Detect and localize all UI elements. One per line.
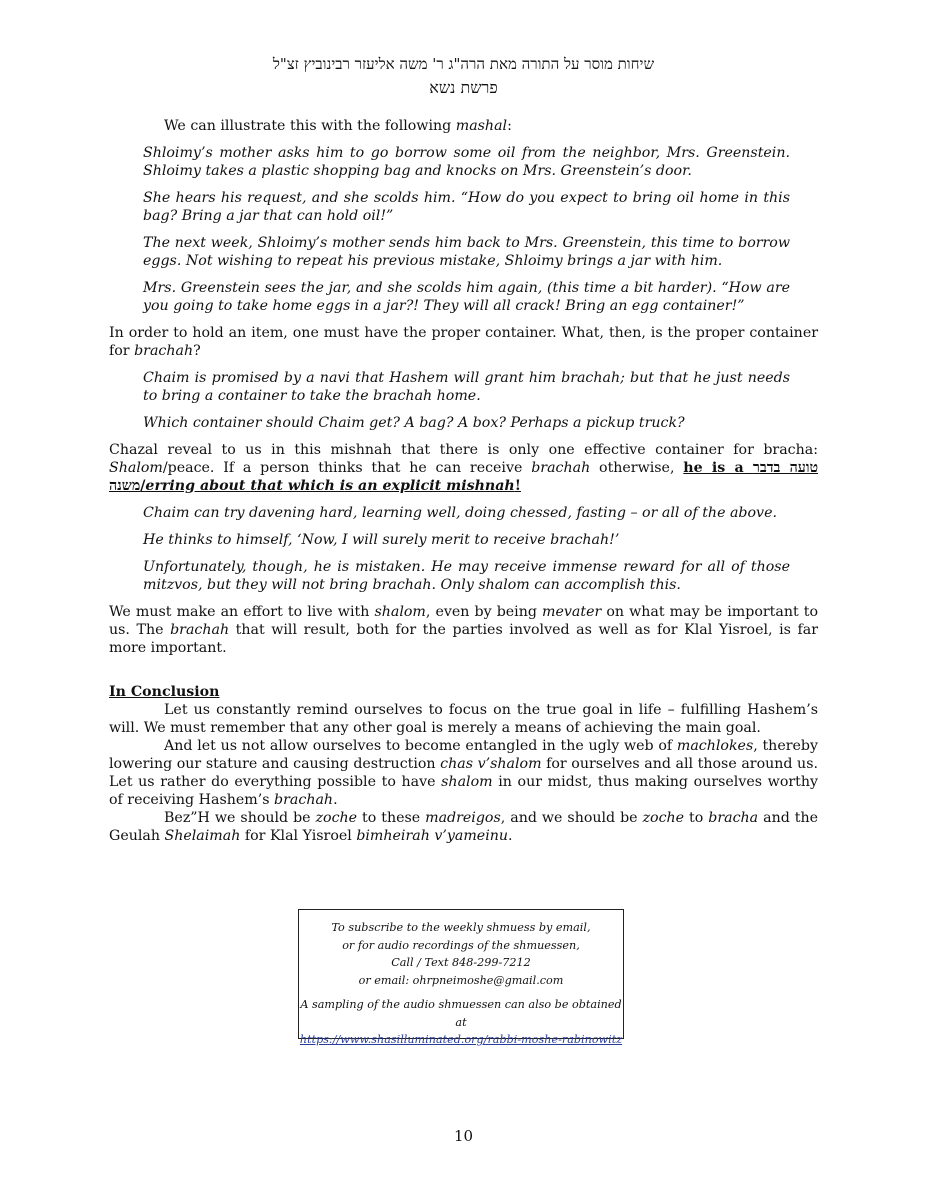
shasilluminated-link[interactable]: https://www.shasilluminated.org/rabbi-moshe-rabinowitz bbox=[299, 1033, 623, 1046]
subscribe-line: To subscribe to the weekly shmuess by email, bbox=[331, 921, 591, 934]
conclusion-paragraph: Bez”H we should be zoche to these madreigos, and we should be zoche to bracha and the Geulah Shelaimah for Klal Yisroel bimheirah v’yameinu. bbox=[109, 810, 819, 844]
header-title: שיחות מוסר על התורה מאת הרה"ג ר' משה אליעזר רבינוביץ זצ"ל bbox=[272, 55, 655, 73]
page-number: 10 bbox=[453, 1127, 474, 1145]
mashal-paragraph: Mrs. Greenstein sees the jar, and she scolds him again, (this time a bit harder). “How are you going to take home eggs in a jar?! They will all crack! Bring an egg container!” bbox=[143, 280, 790, 314]
chaim-paragraph: Chaim is promised by a navi that Hashem will grant him brachah; but that he just needs to bring a container to take the brachah home. bbox=[143, 370, 790, 404]
conclusion-paragraph: Let us constantly remind ourselves to focus on the true goal in life – fulfilling Hashem’s will. We must remember that any other goal is merely a means of achieving the main goal. bbox=[109, 702, 818, 736]
subscribe-box bbox=[298, 909, 624, 1046]
subscribe-email: or email: ohrpneimoshe@gmail.com bbox=[358, 973, 564, 987]
spacer bbox=[299, 989, 623, 996]
intro-paragraph: We can illustrate this with the following mashal: bbox=[164, 118, 512, 134]
conclusion-paragraph: And let us not allow ourselves to become entangled in the ugly web of machlokes, thereby lowering our stature and causing destruction chas v’shalom for ourselves and all those around us. Let us rather do everything possible to have shalom in our midst, thus making ourselves worthy of receiving Hashem’s brachah. bbox=[109, 738, 818, 808]
effort-paragraph: We must make an effort to live with shalom, even by being mevater on what may be important to us. The brachah that will result, both for the parties involved as well as for Klal Yisroel, is far more important. bbox=[109, 604, 818, 656]
emphasis-mishnah: he is a טועה בדבר משנה/erring about that which is an explicit mishnah! bbox=[109, 460, 819, 494]
subscribe-line: A sampling of the audio shmuessen can also be obtained at bbox=[300, 998, 622, 1029]
chaim-paragraph: Chaim can try davening hard, learning well, doing chessed, fasting – or all of the above. bbox=[143, 505, 777, 521]
header-parsha: פרשת נשא bbox=[429, 78, 498, 97]
chazal-paragraph: Chazal reveal to us in this mishnah that there is only one effective container for bracha: Shalom/peace. If a person thinks that he can receive brachah otherwise, he is a טועה בדבר משנה/erring about that which is an explicit mishnah! bbox=[109, 442, 819, 494]
article-body bbox=[109, 117, 818, 845]
chaim-paragraph: He thinks to himself, ‘Now, I will surely merit to receive brachah!’ bbox=[143, 532, 620, 548]
subscribe-line: or for audio recordings of the shmuessen, bbox=[342, 938, 580, 952]
container-paragraph: In order to hold an item, one must have the proper container. What, then, is the proper container for brachah? bbox=[109, 325, 818, 359]
chaim-paragraph: Which container should Chaim get? A bag? A box? Perhaps a pickup truck? bbox=[143, 415, 685, 431]
mashal-paragraph: The next week, Shloimy’s mother sends him back to Mrs. Greenstein, this time to borrow eggs. Not wishing to repeat his previous mistake, Shloimy brings a jar with him. bbox=[143, 235, 790, 269]
mashal-paragraph: She hears his request, and she scolds him. “How do you expect to bring oil home in this bag? Bring a jar that can hold oil!” bbox=[143, 190, 790, 224]
chaim-paragraph: Unfortunately, though, he is mistaken. He may receive immense reward for all of those mitzvos, but they will not bring brachah. Only shalom can accomplish this. bbox=[143, 559, 790, 593]
mashal-paragraph: Shloimy’s mother asks him to go borrow some oil from the neighbor, Mrs. Greenstein. Shloimy takes a plastic shopping bag and knocks on Mrs. Greenstein’s door. bbox=[143, 145, 790, 179]
subscribe-phone: Call / Text 848-299-7212 bbox=[391, 956, 531, 969]
section-heading: In Conclusion bbox=[109, 684, 220, 700]
